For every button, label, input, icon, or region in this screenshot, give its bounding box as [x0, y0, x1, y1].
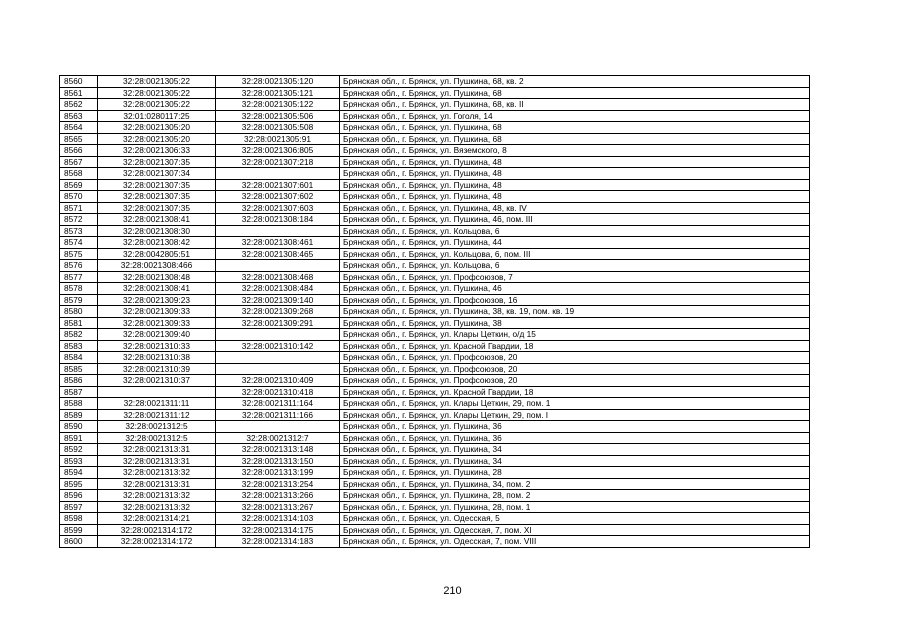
cadastral-number-cell: 32:28:0021308:468 — [216, 271, 340, 283]
source-cadastral-cell: 32:28:0021308:42 — [98, 237, 216, 249]
address-cell: Брянская обл., г. Брянск, ул. Пушкина, 34 — [340, 455, 810, 467]
source-cadastral-cell: 32:28:0021305:20 — [98, 122, 216, 134]
row-number-cell: 8576 — [60, 260, 98, 272]
address-cell: Брянская обл., г. Брянск, ул. Пушкина, 68, кв. II — [340, 99, 810, 111]
table-row — [60, 386, 810, 398]
cadastral-number-cell: 32:28:0021305:91 — [216, 133, 340, 145]
table-row — [60, 294, 810, 306]
row-number-cell: 8574 — [60, 237, 98, 249]
row-number-cell: 8590 — [60, 421, 98, 433]
cadastral-number-cell: 32:28:0021310:142 — [216, 340, 340, 352]
address-cell: Брянская обл., г. Брянск, ул. Пушкина, 34 — [340, 444, 810, 456]
source-cadastral-cell: 32:28:0021308:41 — [98, 283, 216, 295]
page-number: 210 — [443, 585, 462, 597]
address-cell: Брянская обл., г. Брянск, ул. Вяземского, 8 — [340, 145, 810, 157]
table-row — [60, 536, 810, 548]
table-row — [60, 202, 810, 214]
cadastral-number-cell: 32:28:0021313:199 — [216, 467, 340, 479]
address-cell: Брянская обл., г. Брянск, ул. Пушкина, 68 — [340, 133, 810, 145]
cadastral-number-cell: 32:28:0021312:7 — [216, 432, 340, 444]
cadastral-number-cell — [216, 260, 340, 272]
address-cell: Брянская обл., г. Брянск, ул. Профсоюзов, 20 — [340, 352, 810, 364]
row-number-cell: 8581 — [60, 317, 98, 329]
cadastral-number-cell — [216, 225, 340, 237]
table-row — [60, 409, 810, 421]
cadastral-number-cell — [216, 363, 340, 375]
row-number-cell: 8592 — [60, 444, 98, 456]
cadastral-number-cell: 32:28:0021307:603 — [216, 202, 340, 214]
source-cadastral-cell: 32:28:0021308:41 — [98, 214, 216, 226]
row-number-cell: 8575 — [60, 248, 98, 260]
source-cadastral-cell: 32:28:0021310:37 — [98, 375, 216, 387]
table-row — [60, 421, 810, 433]
cadastral-number-cell: 32:28:0021305:122 — [216, 99, 340, 111]
address-cell: Брянская обл., г. Брянск, ул. Пушкина, 48, кв. IV — [340, 202, 810, 214]
table-row — [60, 237, 810, 249]
table-row — [60, 513, 810, 525]
cadastral-number-cell — [216, 421, 340, 433]
row-number-cell: 8583 — [60, 340, 98, 352]
table-row — [60, 179, 810, 191]
row-number-cell: 8577 — [60, 271, 98, 283]
address-cell: Брянская обл., г. Брянск, ул. Пушкина, 68 — [340, 87, 810, 99]
address-cell: Брянская обл., г. Брянск, ул. Пушкина, 48 — [340, 179, 810, 191]
row-number-cell: 8584 — [60, 352, 98, 364]
source-cadastral-cell: 32:28:0021309:33 — [98, 306, 216, 318]
source-cadastral-cell: 32:28:0021307:35 — [98, 191, 216, 203]
row-number-cell: 8599 — [60, 524, 98, 536]
table-row — [60, 467, 810, 479]
address-cell: Брянская обл., г. Брянск, ул. Клары Цеткин, о/д 15 — [340, 329, 810, 341]
cadastral-number-cell: 32:28:0021310:409 — [216, 375, 340, 387]
address-cell: Брянская обл., г. Брянск, ул. Пушкина, 68, кв. 2 — [340, 76, 810, 88]
source-cadastral-cell: 32:28:0021313:31 — [98, 478, 216, 490]
source-cadastral-cell: 32:28:0021313:32 — [98, 490, 216, 502]
row-number-cell: 8572 — [60, 214, 98, 226]
address-cell: Брянская обл., г. Брянск, ул. Гоголя, 14 — [340, 110, 810, 122]
table-row — [60, 398, 810, 410]
row-number-cell: 8560 — [60, 76, 98, 88]
cadastral-number-cell: 32:28:0021305:508 — [216, 122, 340, 134]
row-number-cell: 8594 — [60, 467, 98, 479]
address-cell: Брянская обл., г. Брянск, ул. Пушкина, 46, пом. III — [340, 214, 810, 226]
cadastral-number-cell: 32:28:0021314:175 — [216, 524, 340, 536]
source-cadastral-cell: 32:28:0021313:32 — [98, 501, 216, 513]
table-row — [60, 432, 810, 444]
address-cell: Брянская обл., г. Брянск, ул. Клары Цеткин, 29, пом. I — [340, 409, 810, 421]
cadastral-number-cell: 32:28:0021313:267 — [216, 501, 340, 513]
source-cadastral-cell: 32:28:0021307:34 — [98, 168, 216, 180]
row-number-cell: 8578 — [60, 283, 98, 295]
row-number-cell: 8589 — [60, 409, 98, 421]
table-row — [60, 133, 810, 145]
address-cell: Брянская обл., г. Брянск, ул. Пушкина, 28 — [340, 467, 810, 479]
source-cadastral-cell: 32:28:0021313:32 — [98, 467, 216, 479]
row-number-cell: 8564 — [60, 122, 98, 134]
table-row — [60, 306, 810, 318]
address-cell: Брянская обл., г. Брянск, ул. Одесская, 7, пом. XI — [340, 524, 810, 536]
table-row — [60, 478, 810, 490]
cadastral-number-cell: 32:28:0021307:602 — [216, 191, 340, 203]
source-cadastral-cell: 32:28:0021308:30 — [98, 225, 216, 237]
table-row — [60, 76, 810, 88]
table-row — [60, 271, 810, 283]
row-number-cell: 8585 — [60, 363, 98, 375]
source-cadastral-cell: 32:01:0280117:25 — [98, 110, 216, 122]
source-cadastral-cell: 32:28:0021305:22 — [98, 99, 216, 111]
cadastral-number-cell: 32:28:0021314:183 — [216, 536, 340, 548]
source-cadastral-cell: 32:28:0021306:33 — [98, 145, 216, 157]
source-cadastral-cell: 32:28:0021309:33 — [98, 317, 216, 329]
row-number-cell: 8593 — [60, 455, 98, 467]
cadastral-number-cell: 32:28:0021311:164 — [216, 398, 340, 410]
address-cell: Брянская обл., г. Брянск, ул. Пушкина, 48 — [340, 191, 810, 203]
cadastral-number-cell — [216, 352, 340, 364]
table-row — [60, 191, 810, 203]
source-cadastral-cell: 32:28:0021314:172 — [98, 524, 216, 536]
table-row — [60, 87, 810, 99]
source-cadastral-cell: 32:28:0021310:33 — [98, 340, 216, 352]
source-cadastral-cell: 32:28:0021307:35 — [98, 202, 216, 214]
source-cadastral-cell: 32:28:0021308:466 — [98, 260, 216, 272]
address-cell: Брянская обл., г. Брянск, ул. Пушкина, 34, пом. 2 — [340, 478, 810, 490]
source-cadastral-cell: 32:28:0021308:48 — [98, 271, 216, 283]
cadastral-number-cell: 32:28:0021313:254 — [216, 478, 340, 490]
address-cell: Брянская обл., г. Брянск, ул. Пушкина, 36 — [340, 421, 810, 433]
source-cadastral-cell: 32:28:0021313:31 — [98, 455, 216, 467]
cadastral-number-cell: 32:28:0021305:506 — [216, 110, 340, 122]
address-cell: Брянская обл., г. Брянск, ул. Пушкина, 68 — [340, 122, 810, 134]
cadastral-number-cell: 32:28:0021308:184 — [216, 214, 340, 226]
source-cadastral-cell: 32:28:0042805:51 — [98, 248, 216, 260]
cadastral-number-cell: 32:28:0021308:484 — [216, 283, 340, 295]
table-row — [60, 145, 810, 157]
source-cadastral-cell: 32:28:0021314:21 — [98, 513, 216, 525]
row-number-cell: 8580 — [60, 306, 98, 318]
table-row — [60, 260, 810, 272]
cadastral-number-cell: 32:28:0021306:805 — [216, 145, 340, 157]
table-row — [60, 283, 810, 295]
row-number-cell: 8569 — [60, 179, 98, 191]
table-row — [60, 352, 810, 364]
table-row — [60, 214, 810, 226]
table-row — [60, 225, 810, 237]
table-row — [60, 248, 810, 260]
cadastral-number-cell: 32:28:0021310:418 — [216, 386, 340, 398]
table-row — [60, 99, 810, 111]
cadastral-number-cell: 32:28:0021305:121 — [216, 87, 340, 99]
cadastral-number-cell — [216, 329, 340, 341]
cadastral-number-cell: 32:28:0021307:218 — [216, 156, 340, 168]
row-number-cell: 8573 — [60, 225, 98, 237]
source-cadastral-cell: 32:28:0021311:12 — [98, 409, 216, 421]
source-cadastral-cell: 32:28:0021310:38 — [98, 352, 216, 364]
cadastral-number-cell: 32:28:0021308:461 — [216, 237, 340, 249]
cadastral-number-cell: 32:28:0021308:465 — [216, 248, 340, 260]
row-number-cell: 8595 — [60, 478, 98, 490]
registry-table-body — [60, 76, 810, 548]
source-cadastral-cell: 32:28:0021305:22 — [98, 76, 216, 88]
row-number-cell: 8582 — [60, 329, 98, 341]
address-cell: Брянская обл., г. Брянск, ул. Пушкина, 46 — [340, 283, 810, 295]
source-cadastral-cell: 32:28:0021312:5 — [98, 432, 216, 444]
table-row — [60, 317, 810, 329]
row-number-cell: 8597 — [60, 501, 98, 513]
table-row — [60, 363, 810, 375]
cadastral-number-cell: 32:28:0021313:148 — [216, 444, 340, 456]
address-cell: Брянская обл., г. Брянск, ул. Кольцова, 6 — [340, 225, 810, 237]
address-cell: Брянская обл., г. Брянск, ул. Клары Цеткин, 29, пом. 1 — [340, 398, 810, 410]
source-cadastral-cell: 32:28:0021313:31 — [98, 444, 216, 456]
address-cell: Брянская обл., г. Брянск, ул. Пушкина, 38, кв. 19, пом. кв. 19 — [340, 306, 810, 318]
row-number-cell: 8588 — [60, 398, 98, 410]
row-number-cell: 8600 — [60, 536, 98, 548]
source-cadastral-cell: 32:28:0021305:20 — [98, 133, 216, 145]
table-row — [60, 490, 810, 502]
source-cadastral-cell: 32:28:0021311:11 — [98, 398, 216, 410]
address-cell: Брянская обл., г. Брянск, ул. Профсоюзов, 20 — [340, 363, 810, 375]
cadastral-number-cell: 32:28:0021309:140 — [216, 294, 340, 306]
row-number-cell: 8562 — [60, 99, 98, 111]
source-cadastral-cell: 32:28:0021307:35 — [98, 179, 216, 191]
cadastral-number-cell: 32:28:0021313:150 — [216, 455, 340, 467]
table-row — [60, 375, 810, 387]
cadastral-number-cell: 32:28:0021309:291 — [216, 317, 340, 329]
address-cell: Брянская обл., г. Брянск, ул. Кольцова, 6, пом. III — [340, 248, 810, 260]
address-cell: Брянская обл., г. Брянск, ул. Красной Гвардии, 18 — [340, 386, 810, 398]
row-number-cell: 8591 — [60, 432, 98, 444]
table-row — [60, 156, 810, 168]
row-number-cell: 8567 — [60, 156, 98, 168]
row-number-cell: 8598 — [60, 513, 98, 525]
address-cell: Брянская обл., г. Брянск, ул. Одесская, 5 — [340, 513, 810, 525]
table-row — [60, 340, 810, 352]
source-cadastral-cell: 32:28:0021305:22 — [98, 87, 216, 99]
table-row — [60, 110, 810, 122]
address-cell: Брянская обл., г. Брянск, ул. Красной Гвардии, 18 — [340, 340, 810, 352]
row-number-cell: 8587 — [60, 386, 98, 398]
cadastral-number-cell: 32:28:0021311:166 — [216, 409, 340, 421]
address-cell: Брянская обл., г. Брянск, ул. Пушкина, 36 — [340, 432, 810, 444]
address-cell: Брянская обл., г. Брянск, ул. Пушкина, 48 — [340, 156, 810, 168]
address-cell: Брянская обл., г. Брянск, ул. Профсоюзов, 16 — [340, 294, 810, 306]
cadastral-number-cell: 32:28:0021305:120 — [216, 76, 340, 88]
table-row — [60, 329, 810, 341]
address-cell: Брянская обл., г. Брянск, ул. Пушкина, 28, пом. 1 — [340, 501, 810, 513]
row-number-cell: 8596 — [60, 490, 98, 502]
cadastral-number-cell: 32:28:0021309:268 — [216, 306, 340, 318]
address-cell: Брянская обл., г. Брянск, ул. Пушкина, 38 — [340, 317, 810, 329]
source-cadastral-cell: 32:28:0021310:39 — [98, 363, 216, 375]
cadastral-number-cell: 32:28:0021314:103 — [216, 513, 340, 525]
source-cadastral-cell: 32:28:0021312:5 — [98, 421, 216, 433]
cadastral-number-cell — [216, 168, 340, 180]
cadastral-number-cell: 32:28:0021307:601 — [216, 179, 340, 191]
address-cell: Брянская обл., г. Брянск, ул. Профсоюзов, 7 — [340, 271, 810, 283]
source-cadastral-cell: 32:28:0021309:23 — [98, 294, 216, 306]
source-cadastral-cell: 32:28:0021309:40 — [98, 329, 216, 341]
row-number-cell: 8586 — [60, 375, 98, 387]
table-row — [60, 455, 810, 467]
address-cell: Брянская обл., г. Брянск, ул. Одесская, 7, пом. VIII — [340, 536, 810, 548]
table-row — [60, 501, 810, 513]
source-cadastral-cell: 32:28:0021307:35 — [98, 156, 216, 168]
row-number-cell: 8570 — [60, 191, 98, 203]
row-number-cell: 8565 — [60, 133, 98, 145]
table-row — [60, 524, 810, 536]
cadastral-number-cell: 32:28:0021313:266 — [216, 490, 340, 502]
table-row — [60, 122, 810, 134]
row-number-cell: 8561 — [60, 87, 98, 99]
row-number-cell: 8579 — [60, 294, 98, 306]
source-cadastral-cell: 32:28:0021314:172 — [98, 536, 216, 548]
address-cell: Брянская обл., г. Брянск, ул. Пушкина, 48 — [340, 168, 810, 180]
registry-table — [59, 75, 810, 548]
row-number-cell: 8566 — [60, 145, 98, 157]
row-number-cell: 8571 — [60, 202, 98, 214]
table-row — [60, 444, 810, 456]
table-row — [60, 168, 810, 180]
address-cell: Брянская обл., г. Брянск, ул. Пушкина, 28, пом. 2 — [340, 490, 810, 502]
address-cell: Брянская обл., г. Брянск, ул. Профсоюзов, 20 — [340, 375, 810, 387]
source-cadastral-cell — [98, 386, 216, 398]
address-cell: Брянская обл., г. Брянск, ул. Пушкина, 44 — [340, 237, 810, 249]
address-cell: Брянская обл., г. Брянск, ул. Кольцова, 6 — [340, 260, 810, 272]
row-number-cell: 8568 — [60, 168, 98, 180]
row-number-cell: 8563 — [60, 110, 98, 122]
